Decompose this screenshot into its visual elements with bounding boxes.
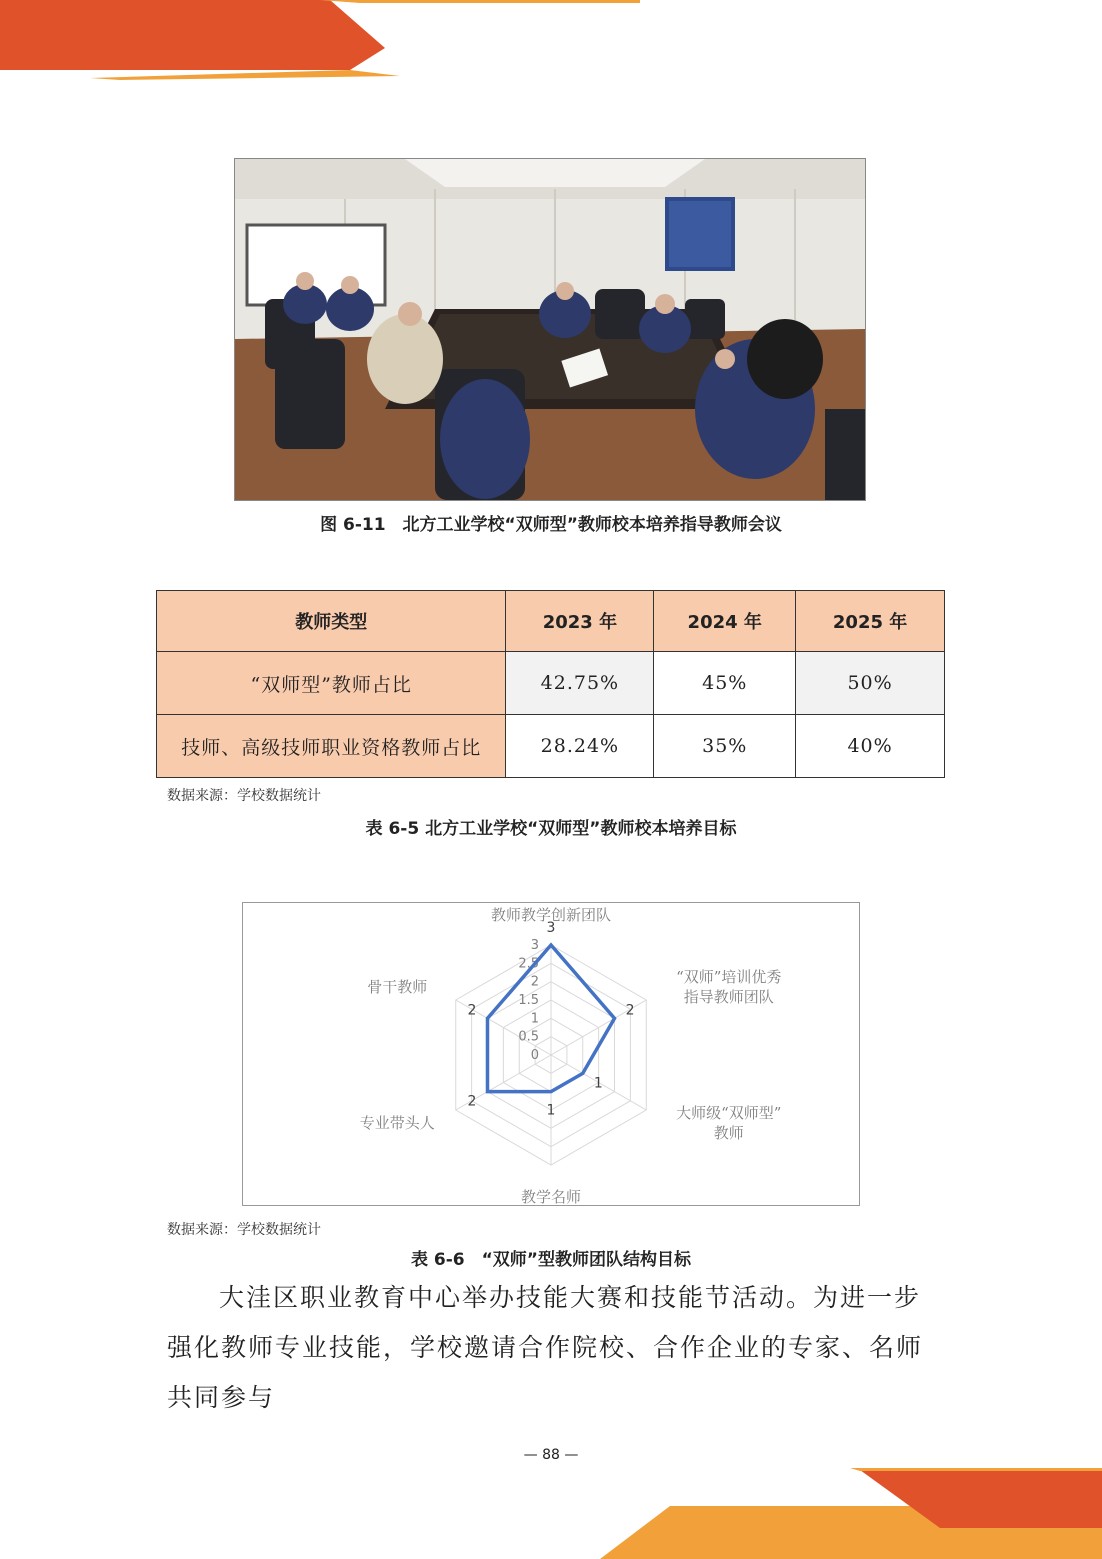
cell-2023: 28.24% [506, 715, 654, 778]
header-2025: 2025 年 [796, 591, 945, 652]
radar-tick-label: 2 [530, 974, 539, 990]
radar-tick-label: 0 [530, 1048, 539, 1063]
cell-2025: 40% [796, 715, 945, 778]
table-row [157, 715, 945, 778]
radar-chart-svg [243, 903, 859, 1205]
radar-category-label-line: 教学名师 [520, 1188, 582, 1205]
radar-category-label-line: 大师级“双师型” [676, 1104, 782, 1122]
chart-caption: 表 6-6 “双师”型教师团队结构目标 [411, 1250, 691, 1270]
header-2023: 2023 年 [506, 591, 654, 652]
radar-category-label-line: 专业带头人 [359, 1114, 435, 1132]
cell-2024: 35% [654, 715, 796, 778]
training-target-table [156, 590, 945, 778]
body-paragraph: 大洼区职业教育中心举办技能大赛和技能节活动。为进一步强化教师专业技能，学校邀请合作院校、合作企业的专家、名师共同参与 [167, 1283, 924, 1412]
row-label: 技师、高级技师职业资格教师占比 [157, 715, 506, 778]
radar-chart [242, 902, 860, 1206]
radar-data-label: 3 [546, 920, 556, 936]
radar-tick-label: 2.5 [518, 956, 539, 972]
footer-decoration [420, 1468, 1102, 1559]
radar-category-label-line: 骨干教师 [367, 978, 428, 996]
table-row [157, 652, 945, 715]
page-number: — 88 — [523, 1447, 579, 1463]
radar-data-label: 1 [546, 1102, 556, 1119]
radar-category-label [491, 906, 611, 924]
cell-2024: 45% [654, 652, 796, 715]
radar-category-label-line: 教师 [713, 1124, 744, 1142]
table-header-row [157, 591, 945, 652]
header-teacher-type: 教师类型 [157, 591, 506, 652]
figure-caption: 图 6-11 北方工业学校“双师型”教师校本培养指导教师会议 [320, 515, 782, 535]
radar-data-label: 2 [625, 1002, 635, 1019]
radar-category-label [367, 978, 427, 996]
radar-tick-label: 1.5 [518, 993, 539, 1008]
header-2024: 2024 年 [654, 591, 796, 652]
radar-category-label [676, 1104, 781, 1142]
header-decoration [0, 0, 660, 82]
radar-category-label-line: 指导教师团队 [683, 988, 774, 1006]
meeting-photo [234, 158, 866, 501]
radar-tick-label: 0.5 [518, 1029, 539, 1045]
row-label: “双师型”教师占比 [157, 652, 506, 715]
radar-tick-label: 1 [530, 1011, 539, 1027]
table-source-note: 数据来源：学校数据统计 [167, 788, 321, 804]
radar-category-label [521, 1188, 581, 1205]
radar-category-label [676, 968, 781, 1006]
cell-2023: 42.75% [506, 652, 654, 715]
chart-source-note: 数据来源：学校数据统计 [167, 1222, 321, 1238]
radar-data-label: 2 [467, 1093, 477, 1110]
radar-category-label-line: 教师教学创新团队 [490, 906, 612, 924]
radar-category-label-line: “双师”培训优秀 [676, 968, 782, 986]
table-caption: 表 6-5 北方工业学校“双师型”教师校本培养目标 [365, 819, 737, 839]
radar-data-label: 1 [593, 1075, 603, 1092]
cell-2025: 50% [796, 652, 945, 715]
radar-tick-label: 3 [530, 938, 539, 953]
radar-data-label: 2 [467, 1002, 477, 1019]
radar-category-label [360, 1114, 435, 1132]
